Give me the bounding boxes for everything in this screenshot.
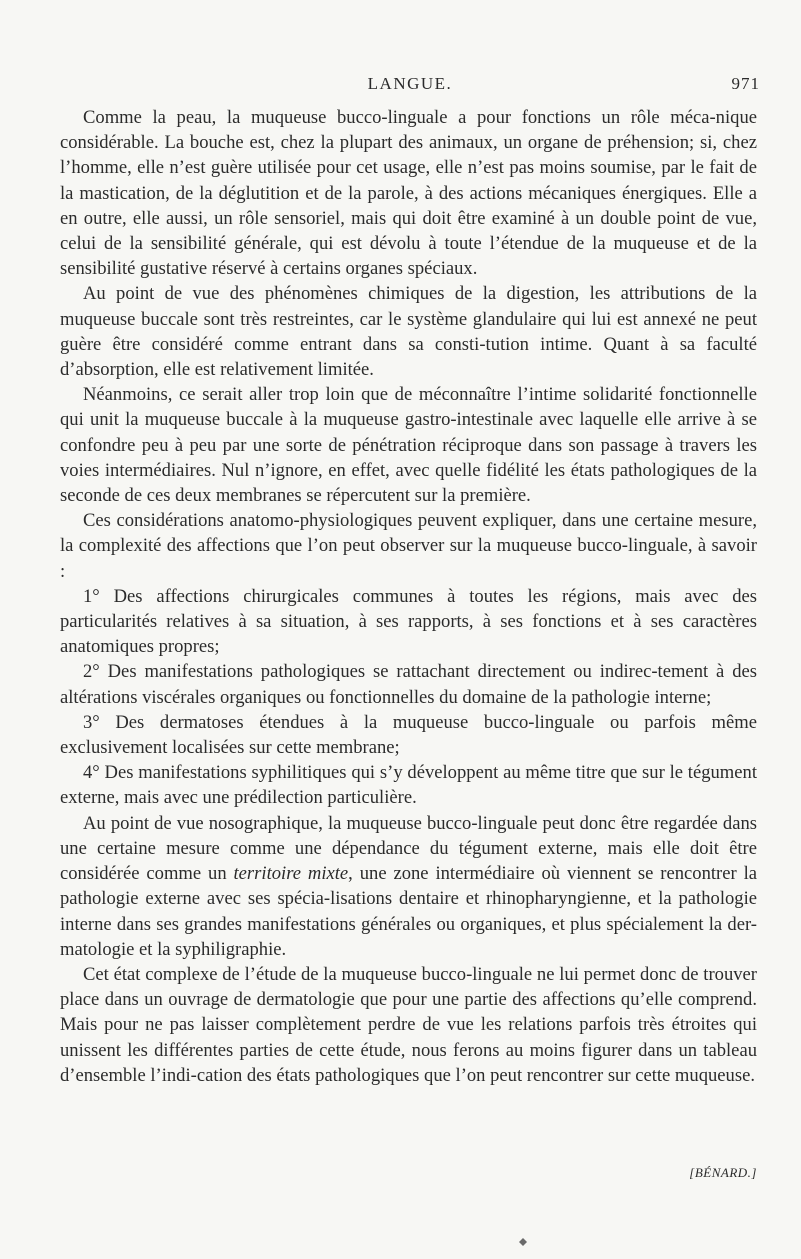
- list-item-4: 4° Des manifestations syphilitiques qui s’y développent au même titre que sur le tégument externe, mais avec une prédilection particulière.: [60, 762, 757, 809]
- list-item-2: 2° Des manifestations pathologiques se rattachant directement ou indirec-tement à des altérations viscérales organiques ou fonctionnelles du domaine de la pathologie interne;: [60, 661, 757, 708]
- paragraph-10: Cet état complexe de l’étude de la muqueuse bucco-linguale ne lui permet donc de trouver place dans un ouvrage de dermatologie que pour une partie des affections qu’elle comprend. Mais pour ne pas laisser complètement perdre de vue les relations parfois très étroites qui unissent les différentes parties de cette étude, nous ferons au moins figurer dans un tableau d’ensemble l’indi-cation des états pathologiques que l’on peut rencontrer sur cette muqueuse.: [60, 963, 757, 1086]
- running-title: LANGUE.: [367, 74, 453, 93]
- running-head: [60, 74, 760, 98]
- list-item-3: 3° Des dermatoses étendues à la muqueuse bucco-linguale ou parfois même exclusivement localisées sur cette membrane;: [60, 711, 757, 759]
- paragraph-3: Néanmoins, ce serait aller trop loin que de méconnaître l’intime solidarité fonctionnelle qui unit la muqueuse buccale à la muqueuse gastro-intestinale avec laquelle elle arrive à se confondre peu à peu par une sorte de pénétration réciproque dans son passage à travers les voies intermédiaires. Nul n’ignore, en effet, avec quelle fidélité les états pathologiques de la seconde de ces deux membranes se répercutent sur la première.: [60, 384, 757, 507]
- paragraph-9-start: Au point de vue nosographique, la muqueuse bucco-linguale peut donc être regardée dans une certaine mesure comme une dépendance du tégument externe, mais elle doit être considérée comme un: [60, 812, 757, 885]
- paragraph-4: Ces considérations anatomo-physiologiques peuvent expliquer, dans une certaine mesure, la complexité des affections que l’on peut observer sur la muqueuse bucco-linguale, à savoir :: [60, 510, 757, 582]
- body-text: [60, 105, 757, 1088]
- paragraph-9: [60, 811, 757, 962]
- page-number: 971: [731, 74, 760, 93]
- list-item-1: 1° Des affections chirurgicales communes à toutes les régions, mais avec des particularités relatives à sa situation, à ses rapports, à ses fonctions et à ses caractères anatomiques propres;: [60, 585, 757, 658]
- author-signature: [BÉNARD.]: [689, 1165, 757, 1180]
- emphasis-territoire-mixte: territoire mixte: [233, 863, 349, 885]
- paragraph-2: Au point de vue des phénomènes chimiques de la digestion, les attributions de la muqueuse buccale sont très restreintes, car le système glandulaire qui lui est annexé ne peut guère être considéré comme entrant dans sa consti-tution intime. Quant à sa faculté d’absorption, elle est relativement limitée.: [60, 283, 757, 381]
- diamond-ornament-icon: [519, 1238, 527, 1246]
- paragraph-9-end: , une zone intermédiaire où viennent se rencontrer la pathologie externe avec ses spécia-lisations dentaire et rhinopharyngienne, et la pathologie interne dans ses grandes manifestations générales ou organiques, et plus spécialement la der-matologie et la syphiligraphie.: [60, 863, 757, 960]
- paragraph-1: Comme la peau, la muqueuse bucco-linguale a pour fonctions un rôle méca-nique considérable. La bouche est, chez la plupart des animaux, un organe de préhension; si, chez l’homme, elle n’est guère utilisée pour cet usage, elle n’est pas moins soumise, par le fait de la mastication, de la déglutition et de la parole, à des actions mécaniques énergiques. Elle a en outre, elle aussi, un rôle sensoriel, mais qui doit être examiné à un double point de vue, celui de la sensibilité générale, qui est dévolu à toute l’étendue de la muqueuse et de la sensibilité gustative réservé à certains organes spéciaux.: [60, 107, 757, 280]
